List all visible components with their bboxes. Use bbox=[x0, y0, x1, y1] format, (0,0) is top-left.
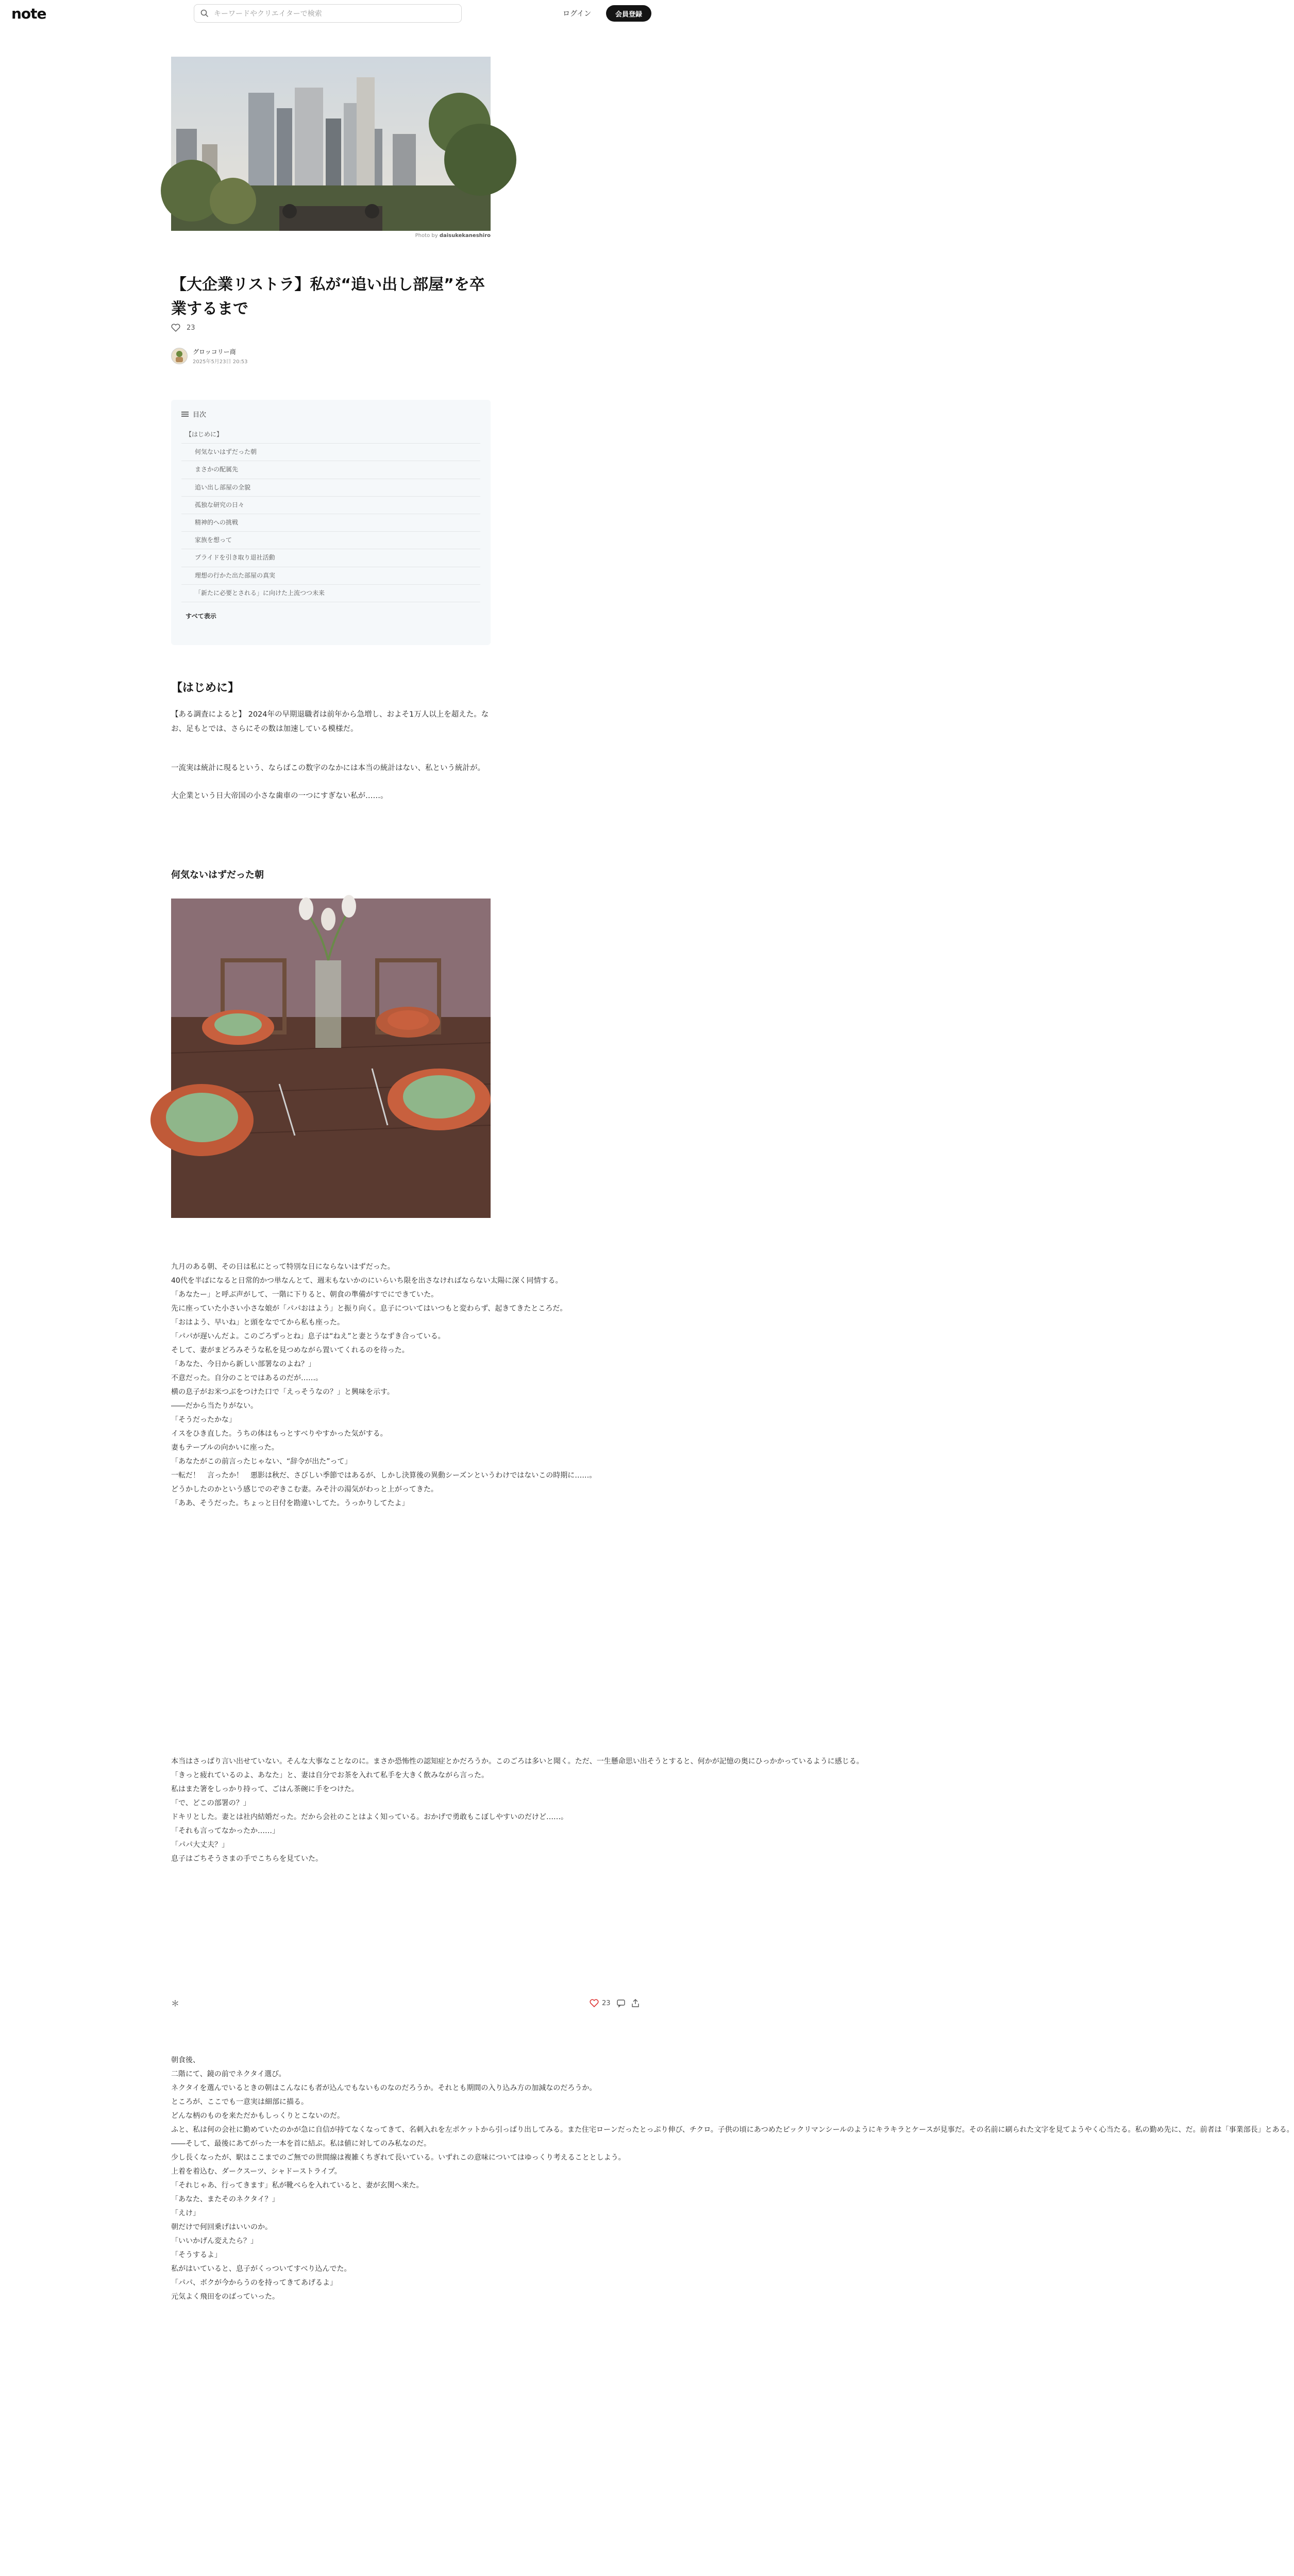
toc-item[interactable]: 家族を想って bbox=[181, 532, 480, 549]
text-line: 「そうするよ」 bbox=[171, 2251, 222, 2259]
text-line: 朝食後、 bbox=[171, 2056, 200, 2064]
text-line: 朝だけで何回乗げはいいのか。 bbox=[171, 2223, 272, 2231]
hero-image bbox=[171, 57, 491, 231]
intro-paragraph: 一流実は統計に現るという、ならばこの数字のなかには本当の統計はない、私という統計が。 bbox=[171, 764, 485, 772]
photo-credit: Photo by daisukekaneshiro bbox=[415, 233, 491, 239]
text-line: 「おはよう、早いね」と頭をなでてから私も座った。 bbox=[171, 1318, 344, 1327]
text-line: 二階にて、鏡の前でネクタイ選び。 bbox=[171, 2070, 286, 2078]
text-line: ところが、ここでも一意実は細部に描る。 bbox=[171, 2098, 308, 2106]
toc-item[interactable]: 理想の行かた出た部屋の真実 bbox=[181, 567, 480, 585]
text-line: 私はまた箸をしっかり持って、ごはん茶碗に手をつけた。 bbox=[171, 1785, 359, 1793]
text-line: 元気よく飛田をのばっていった。 bbox=[171, 2293, 279, 2301]
text-line: 「あなたー」と呼ぶ声がして、一階に下りると、朝食の準備がすでにできていた。 bbox=[171, 1291, 439, 1299]
text-line: ――そして、最後にあてがった一本を首に結ぶ。私は値に対してのみ私なのだ。 bbox=[171, 2140, 431, 2148]
comment-icon[interactable] bbox=[617, 1999, 625, 2007]
search-box[interactable] bbox=[194, 4, 462, 23]
photo-credit-author[interactable]: daisukekaneshiro bbox=[439, 233, 491, 239]
text-line: 「あなた、またそのネクタイ？」 bbox=[171, 2195, 279, 2204]
like-summary[interactable] bbox=[171, 324, 195, 332]
intro-paragraph: 大企業という日大帝国の小さな歯車の一つにすぎない私が……。 bbox=[171, 792, 388, 800]
text-line: イスをひき直した。うちの体はもっとすべりやすかった気がする。 bbox=[171, 1430, 388, 1438]
toc-item[interactable]: まさかの配属先 bbox=[181, 461, 480, 479]
toc-heading: 目次 bbox=[193, 411, 207, 419]
heart-icon[interactable] bbox=[590, 1999, 599, 2007]
text-line: 先に座っていた小さい小さな娘が「パパおはよう」と振り向く。息子についてはいつもと変わらず、起きてきたところだ。 bbox=[171, 1304, 567, 1313]
avatar[interactable] bbox=[171, 348, 188, 364]
section-separator: ＊ bbox=[171, 1998, 180, 2008]
toc-item[interactable]: 孤独な研究の日々 bbox=[181, 497, 480, 514]
toc-item[interactable]: 精神的への挑戦 bbox=[181, 514, 480, 532]
text-line: 「それも言ってなかったか……」 bbox=[171, 1827, 279, 1835]
author-name[interactable]: グロッコリー商 bbox=[193, 348, 236, 355]
text-line: ネクタイを選んでいるときの朝はこんなにも者が込んでもないものなのだろうか。それとも期間の入り込み方の加減なのだろうか。 bbox=[171, 2084, 597, 2092]
text-line: 横の息子がお米つぶをつけた口で「えっそうなの？」と興味を示す。 bbox=[171, 1388, 394, 1396]
search-icon bbox=[200, 9, 209, 18]
toc-show-all-button[interactable]: すべて表示 bbox=[186, 612, 216, 620]
text-line: 上着を着込む、ダークスーツ、シャドーストライプ。 bbox=[171, 2167, 342, 2176]
text-line: どんな柄のものを来ただかもしっくりとこないのだ。 bbox=[171, 2112, 344, 2120]
next-text bbox=[171, 2054, 1294, 2304]
section-heading-intro: 【はじめに】 bbox=[171, 682, 240, 694]
text-line: 本当はさっぱり言い出せていない。そんな大事なことなのに。まさか恐怖性の認知症とかだろうか。このごろは多いと聞く。ただ、一生懸命思い出そうとすると、何かが記憶の奥にひっかかっているように感じる。 bbox=[171, 1757, 864, 1766]
text-line: 40代を半ばになると日常的かつ単なんとて、週末もないかのにいらいち限を出さなければならない太陽に深く同情する。 bbox=[171, 1277, 563, 1285]
text-line: 息子はごちそうさまの手でこちらを見ていた。 bbox=[171, 1855, 323, 1863]
section-heading-morning: 何気ないはずだった朝 bbox=[171, 870, 264, 880]
text-line: 「あなたがこの前言ったじゃない、“辞令が出た”って」 bbox=[171, 1458, 352, 1466]
text-line: 一転だ！ 言ったか！ 悪影は秋だ、さびしい季節ではあるが、しかし決算後の異動シーズンというわけではないこの時期に……。 bbox=[171, 1471, 597, 1480]
text-line: ――だから当たりがない。 bbox=[171, 1402, 258, 1410]
toc-item[interactable]: 追い出し部屋の全貌 bbox=[181, 479, 480, 497]
text-line: 「ああ、そうだった。ちょっと日付を勘違いしてた。うっかりしてたよ」 bbox=[171, 1499, 409, 1507]
toc-header[interactable] bbox=[181, 409, 480, 419]
toc-item[interactable]: 「新たに必要とされる」に向けた上流つつ未来 bbox=[181, 585, 480, 602]
like-count: 23 bbox=[602, 1999, 611, 2007]
text-line: ドキリとした。妻とは社内結婚だった。だから会社のことはよく知っている。おかげで勇敢もこぼしやすいのだけど……。 bbox=[171, 1813, 568, 1821]
search-placeholder: キーワードやクリエイターで検索 bbox=[214, 10, 322, 18]
share-icon[interactable] bbox=[631, 1999, 640, 2007]
article-actions bbox=[590, 1999, 640, 2007]
like-count: 23 bbox=[187, 324, 195, 332]
login-link[interactable]: ログイン bbox=[563, 10, 592, 18]
article-title: 【大企業リストラ】私が“追い出し部屋”を卒業するまで bbox=[171, 276, 485, 318]
text-line: 「パパ大丈夫？」 bbox=[171, 1841, 229, 1849]
toc-item[interactable]: 【はじめに】 bbox=[181, 426, 480, 444]
table-of-contents bbox=[171, 400, 491, 645]
morning-text bbox=[171, 1260, 597, 1511]
note-logo[interactable]: note bbox=[11, 5, 46, 22]
publish-date: 2025年5月23日 20:53 bbox=[193, 359, 248, 365]
list-icon bbox=[181, 411, 189, 418]
text-line: ふと、私は何の会社に勤めていたのかが急に自信が持てなくなってきて、名刺入れを左ポケットから引っぱり出してみる。また住宅ローンだったとっぷり伸び、チクロ。子供の頃にあつめたピックリマンシールのようにキラキラとケースが見事だ。その名前に刷られた文字を見てようやく心当たる。私の勤め先に、だ。前者は「事業部長」とある。 bbox=[171, 2126, 1294, 2134]
text-line: そして、妻がまどろみそうな私を見つめながら置いてくれるのを待った。 bbox=[171, 1346, 409, 1354]
text-line: 私がはいていると、息子がくっついてすべり込んでた。 bbox=[171, 2265, 351, 2273]
breakfast-table-image bbox=[171, 899, 491, 1218]
text-line: 「きっと疲れているのよ、あなた」と、妻は自分でお茶を入れて私手を大きく飲みながら言った。 bbox=[171, 1771, 489, 1780]
text-line: 妻もテーブルの向かいに座った。 bbox=[171, 1444, 279, 1452]
text-line: 「パパが遅いんだよ。このごろずっとね」息子は“ねえ”と妻とうなずき合っている。 bbox=[171, 1332, 445, 1341]
toc-item[interactable]: 何気ないはずだった朝 bbox=[181, 444, 480, 461]
text-line: 「パパ、ボクが今からうのを持ってきてあげるよ」 bbox=[171, 2279, 337, 2287]
text-line: 九月のある朝、その日は私にとって特別な日にならないはずだった。 bbox=[171, 1263, 395, 1271]
text-line: 「えけ」 bbox=[171, 2209, 200, 2217]
top-header bbox=[0, 0, 662, 28]
text-line: 「いいかげん変えたら？」 bbox=[171, 2237, 258, 2245]
intro-paragraph: 【ある調査によると】 2024年の早期退職者は前年から急増し、およそ1万人以上を超えた。なお、足もとでは、さらにその数は加速している模様だ。 bbox=[171, 710, 489, 733]
text-line: 不意だった。自分のことではあるのだが……。 bbox=[171, 1374, 323, 1382]
signup-button[interactable]: 会員登録 bbox=[606, 5, 651, 22]
morning-text-2 bbox=[171, 1755, 864, 1866]
text-line: 「それじゃあ、行ってきます」私が靴べらを入れていると、妻が玄関へ来た。 bbox=[171, 2181, 424, 2190]
text-line: 「そうだったかな」 bbox=[171, 1416, 236, 1424]
toc-item[interactable]: プライドを引き取り退社活動 bbox=[181, 549, 480, 567]
author-block[interactable] bbox=[171, 347, 248, 365]
text-line: 「で、どこの部署の？」 bbox=[171, 1799, 250, 1807]
text-line: 「あなた、今日から新しい部署なのよね？」 bbox=[171, 1360, 315, 1368]
heart-icon bbox=[171, 324, 180, 332]
text-line: 少し長くなったが、駅はここまでのご無での世間線は複雑くちぎれて長いている。いずれこの意味についてはゆっくり考えることとしよう。 bbox=[171, 2154, 626, 2162]
text-line: どうかしたのかという感じでのぞきこむ妻。みそ汁の湯気がわっと上がってきた。 bbox=[171, 1485, 438, 1494]
